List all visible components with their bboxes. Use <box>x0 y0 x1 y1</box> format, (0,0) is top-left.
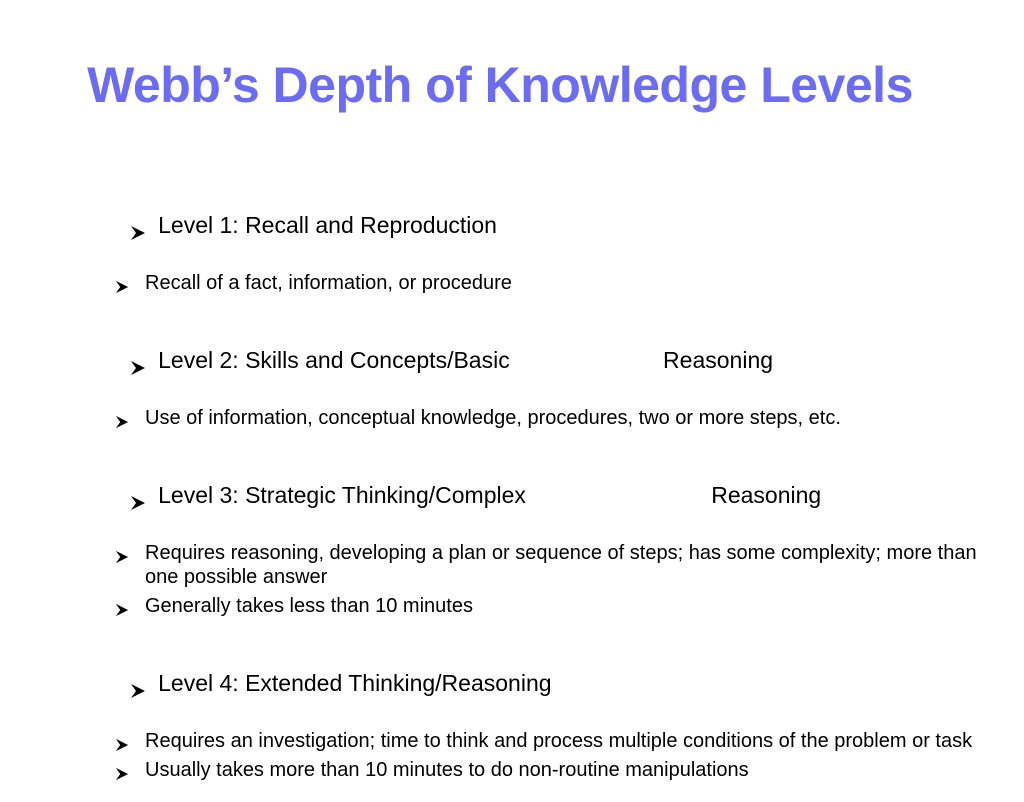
level-heading <box>66 638 986 728</box>
level-label: Level 1: Recall and Reproduction <box>158 212 497 238</box>
sub-item <box>66 271 986 295</box>
arrowhead-bullet-icon <box>115 599 129 623</box>
sub-item-text: Requires reasoning, developing a plan or sequence of steps; has some complexity; more than one possible answer <box>145 542 977 588</box>
level-heading <box>66 450 986 540</box>
sub-item-text: Usually takes more than 10 minutes to do non-routine manipulations <box>145 759 749 781</box>
level-4 <box>66 638 986 782</box>
level-1 <box>66 180 986 295</box>
arrowhead-bullet-icon <box>66 458 146 548</box>
sub-list <box>66 406 986 430</box>
level-label: Level 3: Strategic Thinking/Complex Reasoning <box>158 482 822 508</box>
sub-item-text: Recall of a fact, information, or procedure <box>145 272 512 294</box>
sub-item-text: Requires an investigation; time to think and process multiple conditions of the problem or task <box>145 730 973 752</box>
slide-title: Webb’s Depth of Knowledge Levels <box>87 57 913 113</box>
sub-item <box>66 594 986 618</box>
arrowhead-bullet-icon <box>66 323 146 413</box>
arrowhead-bullet-icon <box>115 546 129 570</box>
sub-item <box>66 541 986 589</box>
arrowhead-bullet-icon <box>66 188 146 278</box>
sub-item-text: Use of information, conceptual knowledge, procedures, two or more steps, etc. <box>145 407 841 429</box>
sub-item <box>66 758 986 782</box>
sub-item-text: Generally takes less than 10 minutes <box>145 595 473 617</box>
bullet-list <box>66 180 986 802</box>
sub-list <box>66 541 986 618</box>
sub-item <box>66 406 986 430</box>
arrowhead-bullet-icon <box>115 411 129 435</box>
sub-list <box>66 271 986 295</box>
level-label: Level 4: Extended Thinking/Reasoning <box>158 670 552 696</box>
arrowhead-bullet-icon <box>66 646 146 736</box>
sub-list <box>66 729 986 782</box>
level-heading <box>66 180 986 270</box>
level-3 <box>66 450 986 618</box>
arrowhead-bullet-icon <box>115 276 129 300</box>
arrowhead-bullet-icon <box>115 734 129 758</box>
arrowhead-bullet-icon <box>115 763 129 787</box>
level-label: Level 2: Skills and Concepts/Basic Reasoning <box>158 347 774 373</box>
level-2 <box>66 315 986 430</box>
level-heading <box>66 315 986 405</box>
sub-item <box>66 729 986 753</box>
